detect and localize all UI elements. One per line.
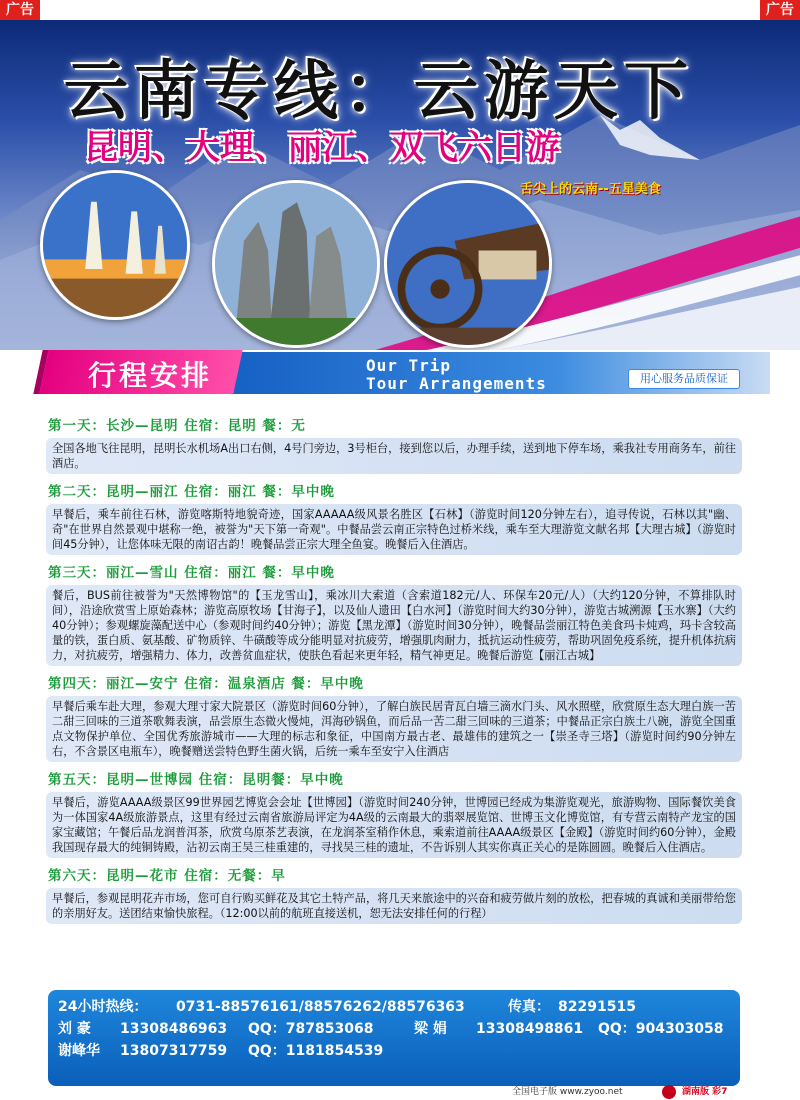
contact-phone: 13308498861: [476, 1021, 584, 1037]
pagoda-icon: [43, 173, 187, 317]
contact-row-2: [58, 1040, 730, 1062]
main-title: 云南专线：云游天下: [64, 54, 694, 129]
stone-forest-photo: [212, 180, 380, 348]
contact-name: 梁 娟: [414, 1021, 447, 1037]
day-description: 全国各地飞往昆明，昆明长水机场A出口右侧，4号门旁边，3号柜台，接到您以后，办理手续，送到地下停车场，乘我社专用商务车，前往酒店。: [46, 438, 742, 474]
day-description: 早餐后，游览AAAA级景区99世界园艺博览会会址【世博园】（游览时间240分钟，世博园已经成为集游览观光，旅游购物、国际餐饮美食为一体国家4A级旅游景点，这里有经过云南省旅游局评定为4A级的云南最大的翡翠展览馆、世博玉文化博览馆，有专营云南特产龙宝的国家宝藏馆；午餐后品龙润普洱茶，欣赏乌原茶艺表演，在龙润茶室稍作休息，乘索道前往AAAA级景区【金殿】（游览时间约60分钟），金殿我国现存最大的纯铜铸殿，沾初云南王吴三桂重建的，寻找吴三桂的遗址，不告诉别人其实你真正关心的是陈圆圆。晚餐后入住酒店。: [46, 792, 742, 858]
contact-qq: QQ：787853068: [248, 1021, 374, 1037]
day-heading: 第四天：丽江—安宁 住宿：温泉酒店 餐：早中晚: [48, 676, 364, 692]
day-description: 餐后，BUS前往被誉为"天然博物馆"的【玉龙雪山】，乘冰川大索道（含索道182元/人、环保车20元/人）（大约120分钟，不算排队时间），沿途欣赏雪上原始森林；游览高原牧场【甘海子】，以及仙人遗田【白水河】（游览时间大约30分钟），游览古城溯源【玉水寨】（大约40分钟）；参观螺旋藻配送中心（参观时间约40分钟）；游览【黑龙潭】（游览时间30分钟），晚餐品尝丽江特色美食玛卡炖鸡，玛卡含较高量的铁，蛋白质、氨基酸、矿物质锌、牛磺酸等成分能明显对抗疲劳，增强肌肉耐力，抵抗运动性疲劳，帮助巩固免疫系统，提升机体抗病力，对抗疲劳，增强精力、体力，改善贫血症状，使肤色看起来更年轻，精气神更足。晚餐后游览【丽江古城】: [46, 585, 742, 666]
day-3: [46, 561, 742, 666]
day-heading: 第五天：昆明—世博园 住宿：昆明餐：早中晚: [48, 772, 344, 788]
sub-title: 昆明、大理、丽江、双飞六日游: [84, 128, 560, 168]
publisher-logo-icon: [662, 1085, 676, 1099]
section-english-line1: Our Trip: [366, 356, 452, 375]
itinerary-days: [46, 414, 742, 930]
day-heading: 第一天：长沙—昆明 住宿：昆明 餐：无: [48, 418, 306, 434]
old-town-photo: [384, 180, 552, 348]
stone-forest-icon: [215, 183, 377, 345]
day-description: 早餐后乘车赴大理，参观大理寸家大院景区（游览时间60分钟），了解白族民居青瓦白墙三滴水门头、风水照壁，欣赏原生态大理白族一苦二甜三回味的三道茶歌舞表演，品尝原生态微火慢炖，洱海砂锅鱼，而后品一苦二甜三回味的三道茶；中餐品正宗白族土八碗，游览全国重点文物保护单位、全国优秀旅游城市——大理的标志和象征，中国南方最古老、最雄伟的建筑之一【崇圣寺三塔】（游览时间约90分钟左右，不含景区电瓶车），晚餐赠送尝特色野生菌火锅，后统一乘车至安宁入住酒店: [46, 696, 742, 762]
section-title: 行程安排: [88, 359, 213, 392]
service-badge: 用心服务品质保证: [628, 369, 740, 389]
contact-phone: 13308486963: [120, 1021, 228, 1037]
hotline-row: [58, 996, 730, 1018]
contact-qq: QQ：904303058: [598, 1021, 724, 1037]
day-heading: 第二天：昆明—丽江 住宿：丽江 餐：早中晚: [48, 484, 335, 500]
footer-edition: 湖南版 彩7: [682, 1087, 728, 1097]
day-description: 早餐后，乘车前往石林，游览喀斯特地貌奇迹，国家AAAAA级风景名胜区【石林】（游览时间120分钟左右），追寻传说，石林以其"幽、奇"在世界自然景观中堪称一绝，被誉为"天下第一奇观"。中餐品尝云南正宗特色过桥米线，乘车至大理游览文献名邦【大理古城】（游览时间45分钟），让您体味无限的南诏古韵！晚餐品尝正宗大理全鱼宴。晚餐后入住酒店。: [46, 504, 742, 555]
day-description: 早餐后，参观昆明花卉市场，您可自行购买鲜花及其它土特产品，将几天来旅途中的兴奋和疲劳做片刻的放松，把春城的真诚和美丽带给您的亲朋好友。送团结束愉快旅程。（12:00以前的航班直接送机，恕无法安排任何的行程）: [46, 888, 742, 924]
fax-number: 82291515: [558, 999, 636, 1015]
day-2: [46, 480, 742, 555]
ad-label-left: 广告: [0, 0, 40, 20]
hotline-label: 24小时热线：: [58, 999, 148, 1015]
day-heading: 第三天：丽江—雪山 住宿：丽江 餐：早中晚: [48, 565, 335, 581]
contact-box: [48, 990, 740, 1086]
day-1: [46, 414, 742, 474]
banner: [0, 20, 800, 350]
pagoda-photo: [40, 170, 190, 320]
contact-qq: QQ：1181854539: [248, 1043, 384, 1059]
hotline-number: 0731-88576161/88576262/88576363: [176, 999, 465, 1015]
page-footer: [0, 1084, 800, 1100]
slogan: 舌尖上的云南--五星美食: [520, 182, 661, 197]
contact-row-1: [58, 1018, 730, 1040]
section-english-line2: Tour Arrangements: [366, 374, 547, 393]
waterwheel-icon: [387, 183, 549, 345]
footer-website: 全国电子版 www.zyoo.net: [512, 1087, 623, 1097]
itinerary-section-bar: [30, 350, 770, 400]
ad-label-right: 广告: [760, 0, 800, 20]
fax-label: 传真：: [508, 999, 550, 1015]
contact-name: 刘 豪: [58, 1021, 91, 1037]
contact-phone: 13807317759: [120, 1043, 228, 1059]
day-6: [46, 864, 742, 924]
contact-name: 谢峰华: [58, 1043, 100, 1059]
day-4: [46, 672, 742, 762]
day-5: [46, 768, 742, 858]
day-heading: 第六天：昆明—花市 住宿：无餐：早: [48, 868, 286, 884]
